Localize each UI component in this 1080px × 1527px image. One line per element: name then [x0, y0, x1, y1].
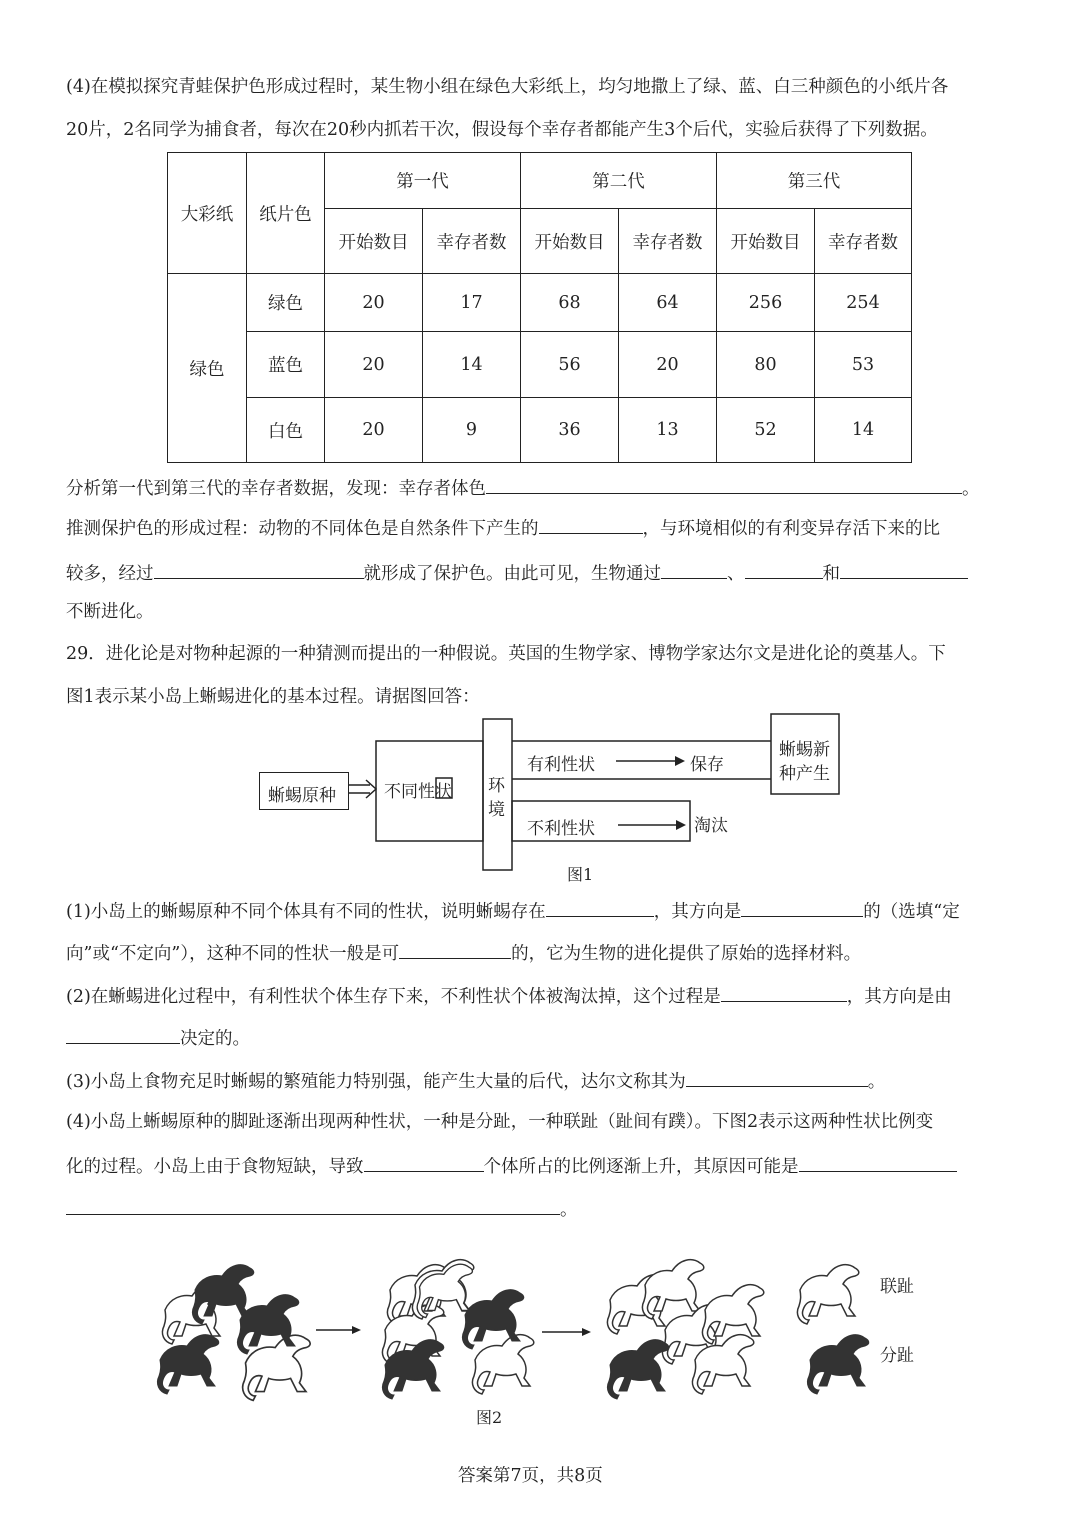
paper-cell: 绿色 [168, 274, 247, 463]
answer-blank[interactable] [399, 940, 511, 959]
answer-blank[interactable] [721, 983, 847, 1002]
text: 较多，经过 [66, 564, 154, 584]
q29-intro-line1: 29．进化论是对物种起源的一种猜测而提出的一种假说。英国的生物学家、博物学家达尔文是进化论的奠基人。下 [66, 644, 946, 664]
sub-survivor: 幸存者数 [815, 209, 912, 274]
q29-intro-line2: 图1表示某小岛上蜥蜴进化的基本过程。请据图回答： [66, 687, 480, 707]
value-cell: 20 [325, 274, 423, 332]
lizard-split-icon [237, 1295, 298, 1354]
q29-p2-line2 [66, 1025, 250, 1051]
value-cell: 14 [815, 398, 912, 463]
text: 个体所占的比例逐渐上升，其原因可能是 [483, 1157, 799, 1177]
lizard-split-icon [382, 1340, 443, 1399]
legend-split-lizard-icon [807, 1335, 868, 1394]
text: (1)小岛上的蜥蜴原种不同个体具有不同的性状，说明蜥蜴存在 [66, 902, 546, 922]
figure-2-caption: 图2 [476, 1408, 503, 1427]
answer-blank[interactable] [364, 1153, 484, 1172]
answer-blank[interactable] [799, 1153, 957, 1172]
header-paper: 大彩纸 [168, 153, 247, 274]
q29-p1-line2 [66, 940, 861, 966]
lizard-split-icon [462, 1290, 523, 1349]
value-cell: 13 [619, 398, 717, 463]
q29-p2-line1 [66, 983, 952, 1009]
q28-intro-line1: (4)在模拟探究青蛙保护色形成过程时，某生物小组在绿色大彩纸上，均匀地撒上了绿、蓝、白三种颜色的小纸片各 [66, 77, 949, 97]
text: 、 [727, 564, 745, 584]
value-cell: 52 [717, 398, 815, 463]
env-label-2: 境 [488, 800, 505, 820]
header-gen3: 第三代 [717, 153, 912, 209]
color-cell: 白色 [247, 398, 325, 463]
value-cell: 254 [815, 274, 912, 332]
new-species-label-1: 蜥蜴新 [779, 740, 830, 760]
text: 就形成了保护色。由此可见，生物通过 [363, 564, 661, 584]
text: ，其方向是 [653, 902, 742, 922]
origin-box: 蜥蜴原种 [259, 772, 349, 810]
sub-start: 开始数目 [717, 209, 815, 274]
text: 。 [560, 1200, 578, 1220]
q29-p4-line3 [66, 1196, 578, 1222]
new-species-label-2: 种产生 [779, 764, 830, 784]
value-cell: 68 [521, 274, 619, 332]
value-cell: 256 [717, 274, 815, 332]
value-cell: 9 [423, 398, 521, 463]
value-cell: 80 [717, 332, 815, 398]
value-cell: 53 [815, 332, 912, 398]
text: 。 [867, 1072, 886, 1092]
header-gen1: 第一代 [325, 153, 521, 209]
color-cell: 绿色 [247, 274, 325, 332]
lizard-split-icon [157, 1335, 218, 1394]
value-cell: 64 [619, 274, 717, 332]
lizard-split-icon [607, 1340, 668, 1399]
header-color: 纸片色 [247, 153, 325, 274]
value-cell: 20 [325, 398, 423, 463]
text: 向”或“不定向”），这种不同的性状一般是可 [66, 944, 400, 964]
sub-start: 开始数目 [521, 209, 619, 274]
legend-split-label: 分趾 [880, 1346, 914, 1366]
text: 的，它为生物的进化提供了原始的选择材料。 [511, 944, 862, 964]
q28-intro-line2: 20片，2名同学为捕食者，每次在20秒内抓若干次，假设每个幸存者都能产生3个后代，实验后获得了下列数据。 [66, 120, 938, 140]
value-cell: 56 [521, 332, 619, 398]
q29-p4-line2 [66, 1153, 957, 1179]
arrow-icon [582, 1328, 591, 1336]
text: 分析第一代到第三代的幸存者数据，发现：幸存者体色 [66, 479, 486, 499]
answer-blank[interactable] [66, 1196, 560, 1215]
lizard-illustration [0, 1240, 1080, 1410]
color-cell: 蓝色 [247, 332, 325, 398]
answer-blank[interactable] [686, 1068, 868, 1087]
q29-p3 [66, 1068, 885, 1094]
value-cell: 20 [325, 332, 423, 398]
answer-blank[interactable] [741, 898, 863, 917]
text: 和 [822, 564, 840, 584]
bad-trait-label: 不利性状 [527, 819, 595, 839]
value-cell: 36 [521, 398, 619, 463]
value-cell: 20 [619, 332, 717, 398]
text: 推测保护色的形成过程：动物的不同体色是自然条件下产生的 [66, 519, 539, 539]
env-label-1: 环 [488, 776, 505, 796]
q29-p4-line1: (4)小岛上蜥蜴原种的脚趾逐渐出现两种性状，一种是分趾，一种联趾（趾间有蹼）。下图2表示这两种性状比例变 [66, 1112, 934, 1132]
sub-start: 开始数目 [325, 209, 423, 274]
answer-blank[interactable] [546, 898, 654, 917]
figure-1-caption: 图1 [567, 865, 594, 884]
value-cell: 14 [423, 332, 521, 398]
value-cell: 17 [423, 274, 521, 332]
keep-label: 保存 [690, 755, 724, 775]
sub-survivor: 幸存者数 [423, 209, 521, 274]
text: 决定的。 [180, 1029, 250, 1049]
sub-survivor: 幸存者数 [619, 209, 717, 274]
text: (3)小岛上食物充足时蜥蜴的繁殖能力特别强，能产生大量的后代，达尔文称其为 [66, 1072, 686, 1092]
arrow-icon [352, 1326, 361, 1334]
text: 。 [962, 479, 980, 499]
text: (2)在蜥蜴进化过程中，有利性状个体生存下来，不利性状个体被淘汰掉，这个过程是 [66, 987, 721, 1007]
traits-label: 不同性状 [384, 782, 452, 802]
q28-line-end: 不断进化。 [66, 602, 154, 622]
q29-p1-line1 [66, 898, 960, 924]
text: 的（选填“定 [863, 902, 960, 922]
legend-webbed-label: 联趾 [880, 1277, 914, 1297]
lizard-webbed-icon [472, 1335, 533, 1394]
text: ，与环境相似的有利变异存活下来的比 [642, 519, 940, 539]
header-gen2: 第二代 [521, 153, 717, 209]
answer-blank[interactable] [66, 1025, 180, 1044]
text: 化的过程。小岛上由于食物短缺，导致 [66, 1157, 364, 1177]
page-footer: 答案第7页，共8页 [458, 1466, 603, 1486]
eliminate-label: 淘汰 [694, 816, 728, 836]
good-trait-label: 有利性状 [527, 755, 595, 775]
legend-webbed-lizard-icon [797, 1265, 858, 1324]
text: ，其方向是由 [846, 987, 952, 1007]
